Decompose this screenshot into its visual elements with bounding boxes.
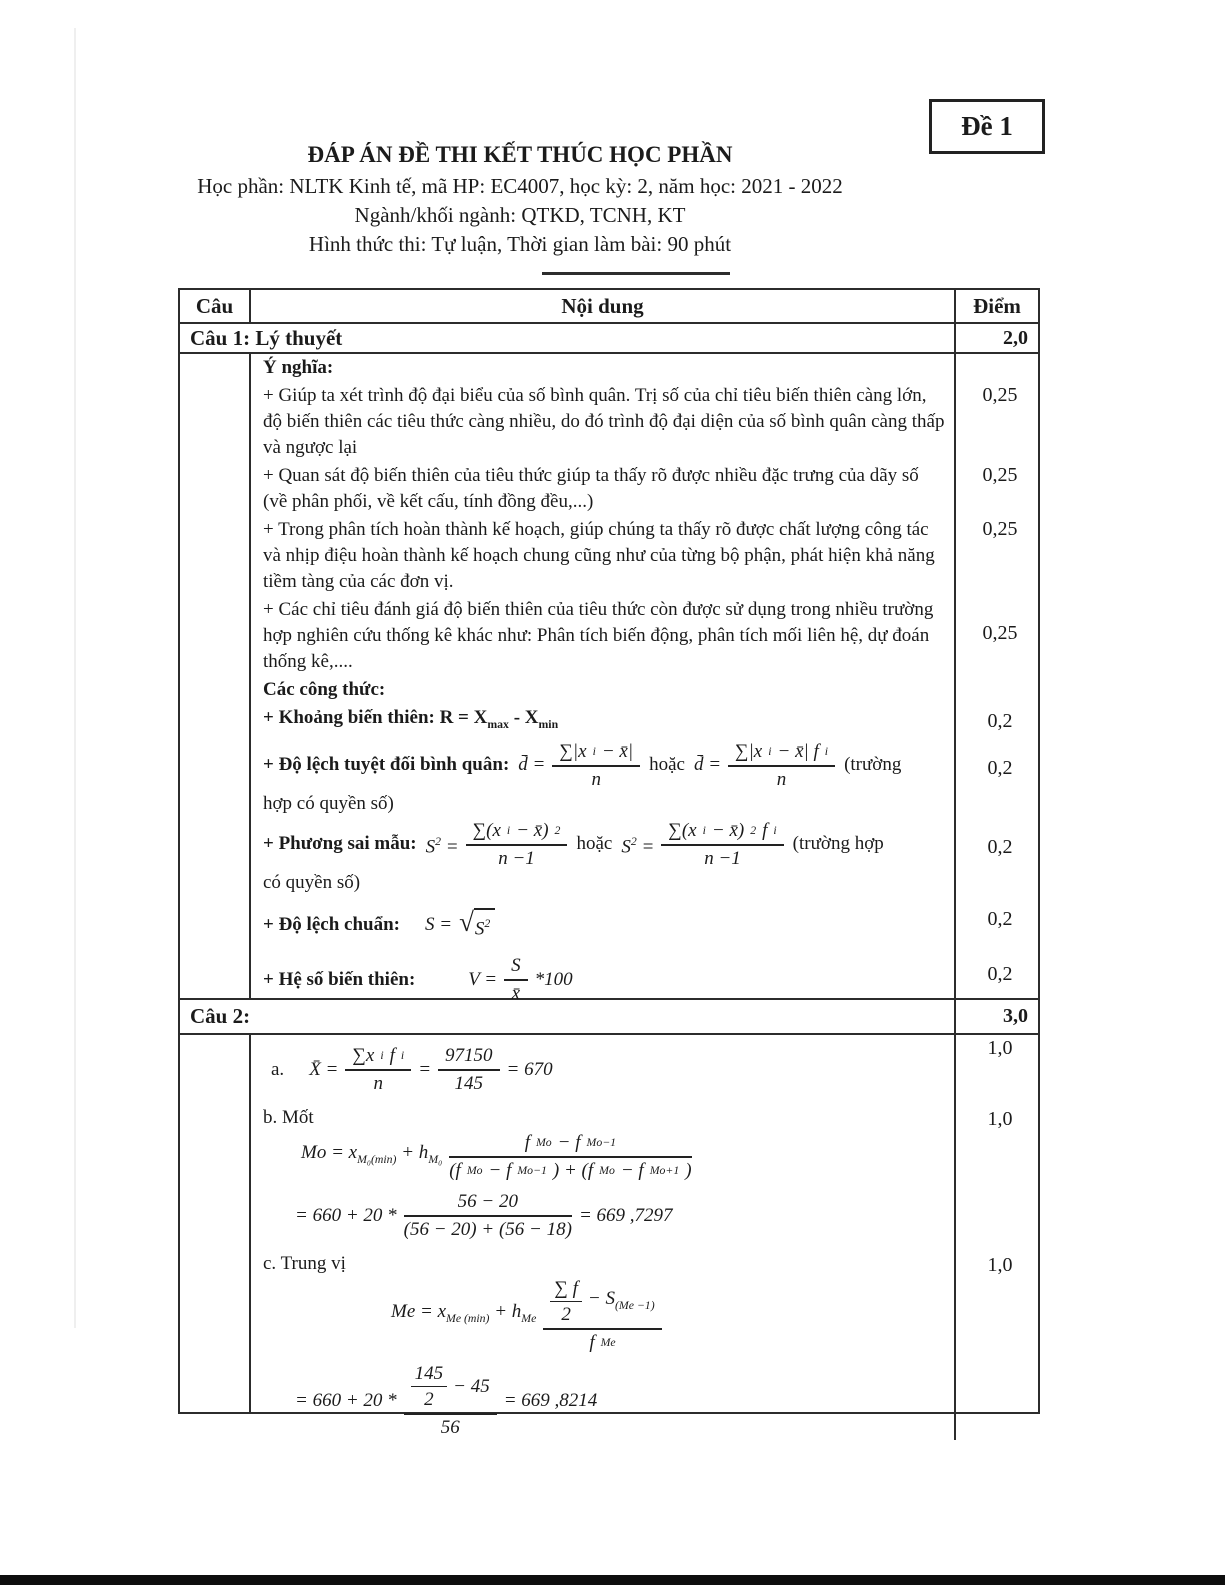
points-value: 1,0 <box>954 1035 1038 1096</box>
answer-bullet-1 <box>251 382 1038 462</box>
points-value: 0,2 <box>954 739 1038 818</box>
cau2-content-row <box>180 1035 1038 1438</box>
cau1-title: Câu 1: Lý thuyết <box>190 325 343 350</box>
part-b-label: b. Mốt <box>263 1107 314 1128</box>
mad-formula-2: d̄ = ∑|x i − x̄| f i n <box>694 740 835 791</box>
points-value: 0,2 <box>954 818 1038 897</box>
column-header-diem: Điểm <box>954 290 1038 322</box>
course-line: Học phần: NLTK Kinh tế, mã HP: EC4007, học kỳ: 2, năm học: 2021 - 2022 <box>197 174 843 198</box>
formulas-heading: Các công thức: <box>263 679 386 700</box>
table-header-row <box>180 290 1038 324</box>
variance-or: hoặc <box>576 833 613 855</box>
mad-or: hoặc <box>649 754 685 776</box>
part-a-formula: X̄ = ∑x i f i n = $\frac{97150}{145}$ = 670 <box>309 1045 553 1094</box>
stddev-formula: S = √ $S^2$ <box>425 908 495 942</box>
document-header <box>0 142 1040 259</box>
cv-formula: V = $\frac{S}{x̄}$ *100 <box>468 955 573 1005</box>
mad-label: + Độ lệch tuyệt đối bình quân: <box>263 754 510 776</box>
points-value: 0,25 <box>954 462 1038 516</box>
cv-label: + Hệ số biến thiên: <box>263 968 416 990</box>
answer-bullet-4 <box>251 596 1038 676</box>
answer-part-c <box>251 1242 1038 1440</box>
bullet-text: + Trong phân tích hoàn thành kế hoạch, giúp chúng ta thấy rõ được chất lượng công tác và nhịp điệu hoàn thành kế hoạch chung cũng như của từng bộ phận, phát hiện khả năng tiềm tàng của các đơn vị. <box>263 519 935 592</box>
meaning-heading-block <box>251 354 1038 382</box>
mad-note-wrap: hợp có quyền số) <box>263 792 394 814</box>
bullet-text: + Giúp ta xét trình độ đại biểu của số bình quân. Trị số của chỉ tiêu biến thiên càng lớn, độ biến thiên các tiêu thức càng nhiều, do đó trình độ đại diện của số bình quân càng thấp và ngược lại <box>263 385 945 458</box>
header-divider <box>542 272 730 275</box>
cau1-empty-cau-cell <box>180 354 251 998</box>
mode-formula: $Mo = x_{M_0(min)} + h_{M_0}$ f Mo − f Mo−1 (f Mo − f Mo−1 ) + (f Mo − f Mo+1 ) <box>301 1132 692 1181</box>
part-a-label: a. <box>271 1058 285 1080</box>
formula-sample-variance <box>251 818 1038 897</box>
column-header-noidung: Nội dung <box>561 293 644 318</box>
points-value: 1,0 <box>954 1242 1038 1440</box>
cau2-title: Câu 2: <box>190 1004 251 1028</box>
cau2-title-row <box>180 1000 1038 1035</box>
cau1-content-row <box>180 354 1038 1005</box>
range-formula-label: + Khoảng biến thiên: $R = X_{max} - X_{min}$ <box>263 707 559 731</box>
formula-coeff-variation <box>251 943 1038 1006</box>
mode-calculation: = 660 + 20 * $\frac{56 - 20}{(56 - 20) + (56 - 18)}$ = 669 ,7297 <box>295 1191 673 1240</box>
major-line: Ngành/khối ngành: QTKD, TCNH, KT <box>354 203 686 227</box>
formula-mean-abs-deviation <box>251 739 1038 818</box>
variance-label: + Phương sai mẫu: <box>263 833 417 855</box>
answer-table <box>178 288 1040 1438</box>
part-c-label: c. Trung vị <box>263 1253 346 1274</box>
mad-note-start: (trường <box>844 754 902 776</box>
variance-formula-1: $S^2$ = ∑(x i − x̄) 2 n −1 <box>426 819 568 870</box>
meaning-heading: Ý nghĩa: <box>263 357 334 378</box>
points-value: 0,2 <box>954 704 1038 739</box>
radical-sign: √ <box>459 906 474 937</box>
bullet-text: + Các chỉ tiêu đánh giá độ biến thiên của tiêu thức còn được sử dụng trong nhiều trường hợp nghiên cứu thống kê khác như: Phân tích biến động, phân tích mối liên hệ, dự đoán thống kê,.... <box>263 599 934 672</box>
cau1-total-points: 2,0 <box>954 324 1038 352</box>
variance-note-start: (trường hợp <box>792 833 884 855</box>
exam-format-line: Hình thức thi: Tự luận, Thời gian làm bài: 90 phút <box>308 232 732 256</box>
document-title: ĐÁP ÁN ĐỀ THI KẾT THÚC HỌC PHẦN <box>307 142 733 167</box>
answer-part-b <box>251 1096 1038 1242</box>
cau2-empty-cau-cell <box>180 1035 251 1412</box>
column-header-cau: Câu <box>180 290 251 322</box>
points-value: 0,25 <box>954 596 1038 676</box>
formulas-heading-block <box>251 676 1038 704</box>
cau2-total-points: 3,0 <box>954 1000 1038 1033</box>
formula-std-deviation <box>251 897 1038 943</box>
points-cell <box>954 354 1038 382</box>
points-value: 1,0 <box>954 1096 1038 1242</box>
points-value: 0,2 <box>954 897 1038 943</box>
answer-part-a <box>251 1035 1038 1096</box>
cau1-title-row <box>180 324 1038 354</box>
points-value: 0,2 <box>954 943 1038 1006</box>
formula-range <box>251 704 1038 739</box>
variance-note-wrap: có quyền số) <box>263 871 361 893</box>
bullet-text: + Quan sát độ biến thiên của tiêu thức giúp ta thấy rõ được nhiều đặc trưng của dãy số (về phân phối, về kết cấu, tính đồng đều,...) <box>263 465 919 512</box>
median-calculation: = 660 + 20 * $\frac{145}{2}$ − 45 56 = 669 ,8214 <box>295 1363 598 1438</box>
stddev-label: + Độ lệch chuẩn: <box>263 913 400 935</box>
mad-formula-1: d̄ = ∑|x i − x̄| n <box>518 740 640 791</box>
scan-artifact-bottom-bar <box>0 1575 1225 1585</box>
answer-bullet-2 <box>251 462 1038 516</box>
variance-formula-2: $S^2$ = ∑(x i − x̄) 2 f i n −1 <box>621 819 783 870</box>
points-value: 0,25 <box>954 382 1038 462</box>
median-formula: $Me = x_{Me (min)} + h_{Me}$ $\frac{\sum f}{2}$ − $S_{(Me -1)}$ f Me <box>391 1277 662 1354</box>
answer-bullet-3 <box>251 516 1038 596</box>
exam-code: Đề 1 <box>961 111 1013 141</box>
points-value: 0,25 <box>954 516 1038 596</box>
points-cell <box>954 676 1038 704</box>
